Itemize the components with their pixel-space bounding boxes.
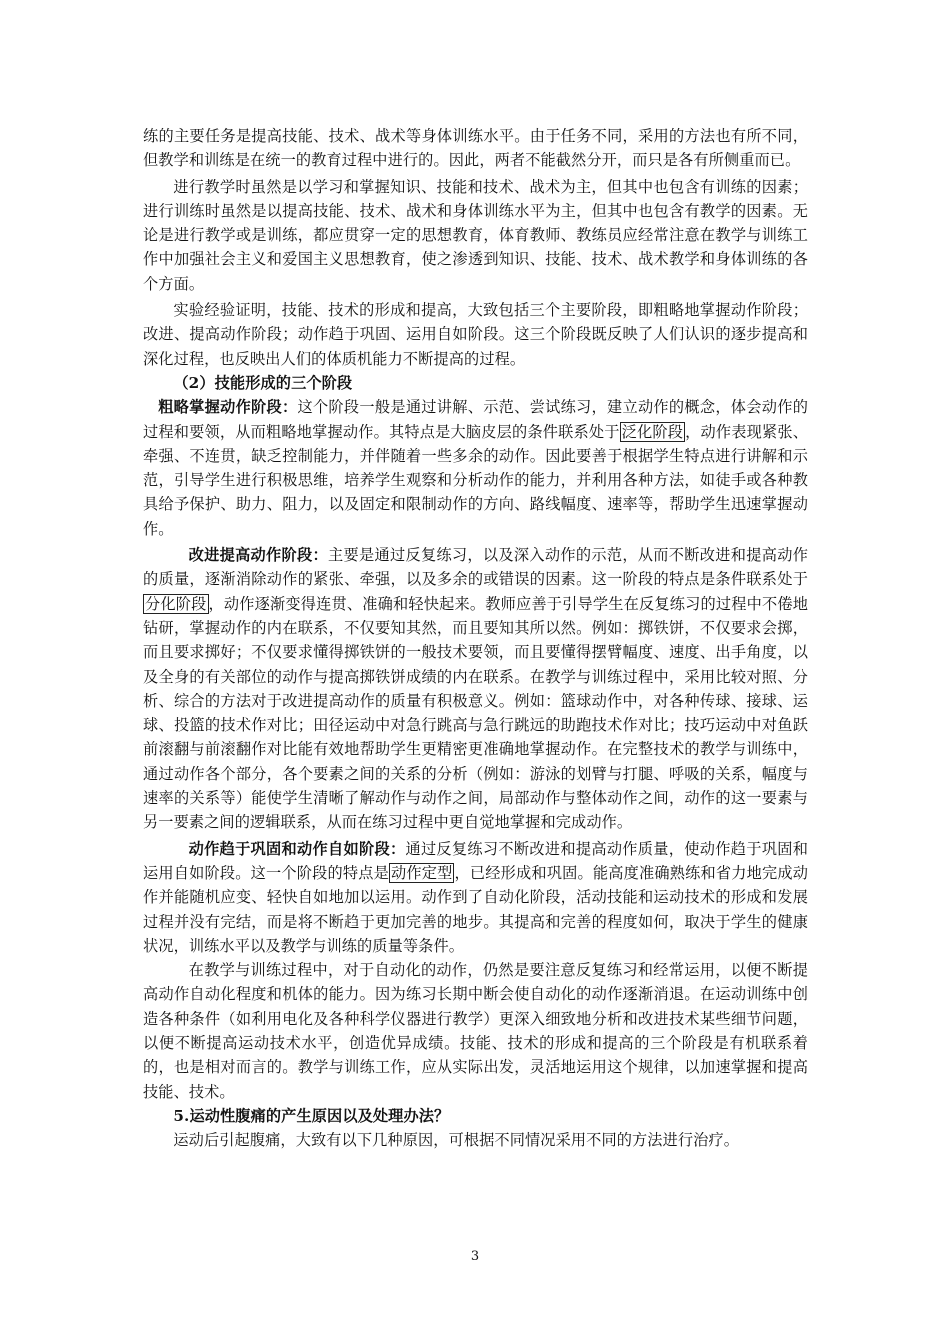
term-generalization: 泛化阶段 [621, 422, 684, 441]
paragraph-three-stages-intro: 实验经验证明，技能、技术的形成和提高，大致包括三个主要阶段，即粗略地掌握动作阶段；改进、提高动作阶段；动作趋于巩固、运用自如阶段。这三个阶段既反映了人们认识的逐步提高和深化过程，也反映出人们的体质机能力不断提高的过程。 [143, 301, 808, 368]
stage-1-text-b: ，动作表现紧张、牵强、不连贯，缺乏控制能力，并伴随着一些多余的动作。因此要善于根据学生特点进行讲解和示范，引导学生进行积极思维，培养学生观察和分析动作的能力，并利用各种方法，如徒手或各种教具给予保护、助力、阻力，以及固定和限制动作的方向、路线幅度、速率等，帮助学生迅速掌握动作。 [143, 422, 808, 538]
paragraph-teaching-training: 进行教学时虽然是以学习和掌握知识、技能和技术、战术为主，但其中也包含有训练的因素；进行训练时虽然是以提高技能、技术、战术和身体训练水平为主，但其中也包含有教学的因素。无论是进行教学或是训练，都应贯穿一定的思想教育，体育教师、教练员应经常注意在教学与训练工作中加强社会主义和爱国主义思想教育，使之渗透到知识、技能、技术、战术教学和身体训练的各个方面。 [143, 177, 808, 293]
stage-2-title: 改进提高动作阶段： [188, 546, 329, 565]
stage-3-text-a: 通过反复练习不断改进和提高动作质量，使动作趋于巩固和运用自如阶段。这一个阶段的特点是 [143, 839, 808, 882]
section-heading-skill-stages: （2）技能形成的三个阶段 [173, 373, 353, 392]
paragraph-abdominal-pain-intro: 运动后引起腹痛，大致有以下几种原因，可根据不同情况采用不同的方法进行治疗。 [173, 1131, 740, 1150]
stage-1-title: 粗略掌握动作阶段： [158, 398, 298, 417]
term-dynamic-stereotype: 动作定型 [390, 863, 453, 882]
stage-3-text-b: ，已经形成和巩固。能高度准确熟练和省力地完成动作并能随机应变、轻快自如地加以运用。动作到了自动化阶段，活动技能和运动技术的形成和发展过程并没有完结，而是将不断趋于更加完善的地步。其提高和完善的程度如何，取决于学生的健康状况，训练水平以及教学与训练的质量等条件。 [143, 863, 808, 955]
paragraph-stage-1 [143, 395, 808, 541]
stage-3-title: 动作趋于巩固和动作自如阶段： [188, 839, 406, 858]
term-differentiation: 分化阶段 [145, 594, 207, 613]
paragraph-automation: 在教学与训练过程中，对于自动化的动作，仍然是要注意反复练习和经常运用，以便不断提高动作自动化程度和机体的能力。因为练习长期中断会使自动化的动作逐渐消退。在运动训练中创造各种条件（如利用电化及各种科学仪器进行教学）更深入细致地分析和改进技术某些细节问题，以便不断提高运动技术水平，创造优异成绩。技能、技术的形成和提高的三个阶段是有机联系着的，也是相对而言的。教学与训练工作，应从实际出发，灵活地运用这个规律，以加速掌握和提高技能、技术。 [143, 961, 808, 1101]
paragraph-intro: 练的主要任务是提高技能、技术、战术等身体训练水平。由于任务不同，采用的方法也有所不同，但教学和训练是在统一的教育过程中进行的。因此，两者不能截然分开，而只是各有所侧重而已。 [143, 127, 808, 170]
question-heading-5: 5.运动性腹痛的产生原因以及处理办法？ [173, 1106, 450, 1125]
page-number: 3 [470, 1249, 480, 1264]
document-body [143, 124, 808, 1152]
paragraph-stage-3 [143, 837, 808, 958]
stage-1-text-a: 这个阶段一般是通过讲解、示范、尝试练习，建立动作的概念，体会动作的过程和要领，从而粗略地掌握动作。其特点是大脑皮层的条件联系处于 [143, 398, 808, 441]
stage-2-text-a: 主要是通过反复练习，以及深入动作的示范，从而不断改进和提高动作的质量，逐渐消除动作的紧张、牵强，以及多余的或错误的因素。这一阶段的特点是条件联系处于 [143, 546, 808, 589]
paragraph-stage-2 [143, 543, 808, 835]
stage-2-text-b: ，动作逐渐变得连贯、准确和轻快起来。教师应善于引导学生在反复练习的过程中不倦地钻研，掌握动作的内在联系，不仅要知其然，而且要知其所以然。例如：掷铁饼，不仅要求会掷，而且要求掷好；不仅要求懂得掷铁饼的一般技术要领，而且要懂得摆臂幅度、速度、出手角度，以及全身的有关部位的动作与提高掷铁饼成绩的内在联系。在教学与训练过程中，采用比较对照、分析、综合的方法对于改进提高动作的质量有积极意义。例如：篮球动作中，对各种传球、接球、运球、投篮的技术作对比；田径运动中对急行跳高与急行跳远的助跑技术作对比；技巧运动中对鱼跃前滚翻与前滚翻作对比能有效地帮助学生更精密更准确地掌握动作。在完整技术的教学与训练中，通过动作各个部分，各个要素之间的关系的分析（例如：游泳的划臂与打腿、呼吸的关系，幅度与速率的关系等）能使学生清晰了解动作与动作之间，局部动作与整体动作之间，动作的这一要素与另一要素之间的逻辑联系，从而在练习过程中更自觉地掌握和完成动作。 [143, 594, 808, 832]
